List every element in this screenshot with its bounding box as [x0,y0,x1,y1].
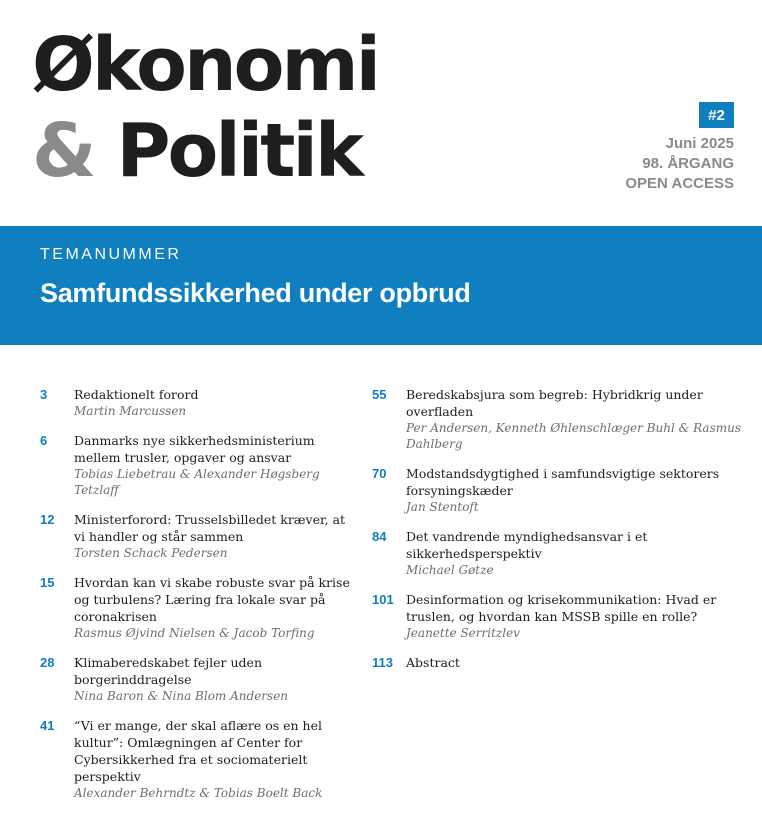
toc-article-author: Martin Marcussen [74,404,187,418]
toc-article-title: Klimaberedskabet fejler uden borgerinddragelse [74,655,262,687]
toc-column-left [40,386,360,814]
toc-entry[interactable] [372,528,742,578]
toc-article-title: Hvordan kan vi skabe robuste svar på krise og turbulens? Læring fra lokale svar på coronakrisen [74,575,350,624]
toc-article-title: Desinformation og krisekommunikation: Hvad er truslen, og hvordan kan MSSB spille en rolle? [406,592,717,624]
issue-number-badge: #2 [699,102,734,128]
toc-entry[interactable] [372,591,742,641]
issue-date: Juni 2025 [665,135,734,152]
toc-article-author: Rasmus Øjvind Nielsen & Jacob Torfing [74,626,315,640]
toc-entry[interactable] [372,465,742,515]
theme-kicker: TEMANUMMER [40,246,182,263]
toc-article-title: “Vi er mange, der skal aflære os en hel kultur”: Omlægningen af Center for Cybersikkerhed fra et sociomaterielt perspektiv [74,718,322,784]
toc-article-title: Abstract [406,655,460,670]
toc-article-author: Alexander Behrndtz & Tobias Boelt Back [74,786,323,800]
logo-title-line1: Økonomi [32,22,378,108]
theme-band [0,226,762,345]
toc-article-title: Redaktionelt forord [74,387,199,402]
toc-page-number: 70 [372,466,387,481]
toc-page-number: 15 [40,575,55,590]
toc-page-number: 12 [40,512,55,527]
toc-page-number: 113 [372,655,393,670]
toc-page-number: 84 [372,529,387,544]
toc-entry[interactable] [40,432,360,498]
toc-page-number: 3 [40,387,48,402]
toc-article-title: Danmarks nye sikkerhedsministerium mellem trusler, opgaver og ansvar [74,433,315,465]
theme-title: Samfundssikkerhed under opbrud [40,278,471,308]
toc-entry[interactable] [40,574,360,641]
logo-title-line2 [32,108,362,194]
toc-page-number: 55 [372,387,387,402]
toc-entry[interactable] [40,717,360,801]
toc-article-author: Jan Stentoft [406,500,479,514]
toc-article-title: Ministerforord: Trusselsbilledet kræver, at vi handler og står sammen [74,512,346,544]
toc-entry[interactable] [372,654,742,671]
toc-page-number: 41 [40,718,55,733]
toc-page-number: 101 [372,592,394,607]
issue-volume: 98. ÅRGANG [642,155,734,172]
access-label: OPEN ACCESS [625,175,734,192]
toc-column-right [372,386,742,684]
masthead [0,0,762,226]
toc-article-title: Modstandsdygtighed i samfundsvigtige sektorers forsyningskæder [406,466,720,498]
toc-article-author: Tobias Liebetrau & Alexander Høgsberg Tetzlaff [74,467,320,497]
toc-article-author: Torsten Schack Pedersen [74,546,228,560]
toc-entry[interactable] [40,386,360,419]
toc-article-author: Nina Baron & Nina Blom Andersen [74,689,289,703]
toc-entry[interactable] [372,386,742,452]
logo-ampersand: & [32,108,94,194]
toc-entry[interactable] [40,654,360,704]
toc-article-author: Michael Gøtze [406,563,494,577]
toc-entry[interactable] [40,511,360,561]
issue-meta [625,134,734,194]
toc-page-number: 6 [40,433,48,448]
toc-article-author: Per Andersen, Kenneth Øhlenschlæger Buhl & Rasmus Dahlberg [406,421,741,451]
toc-article-title: Det vandrende myndighedsansvar i et sikkerhedsperspektiv [406,529,648,561]
toc-page-number: 28 [40,655,55,670]
toc-article-author: Jeanette Serritzlev [406,626,520,640]
toc-article-title: Beredskabsjura som begreb: Hybridkrig under overfladen [406,387,703,419]
logo-word-politik: Politik [116,108,362,194]
